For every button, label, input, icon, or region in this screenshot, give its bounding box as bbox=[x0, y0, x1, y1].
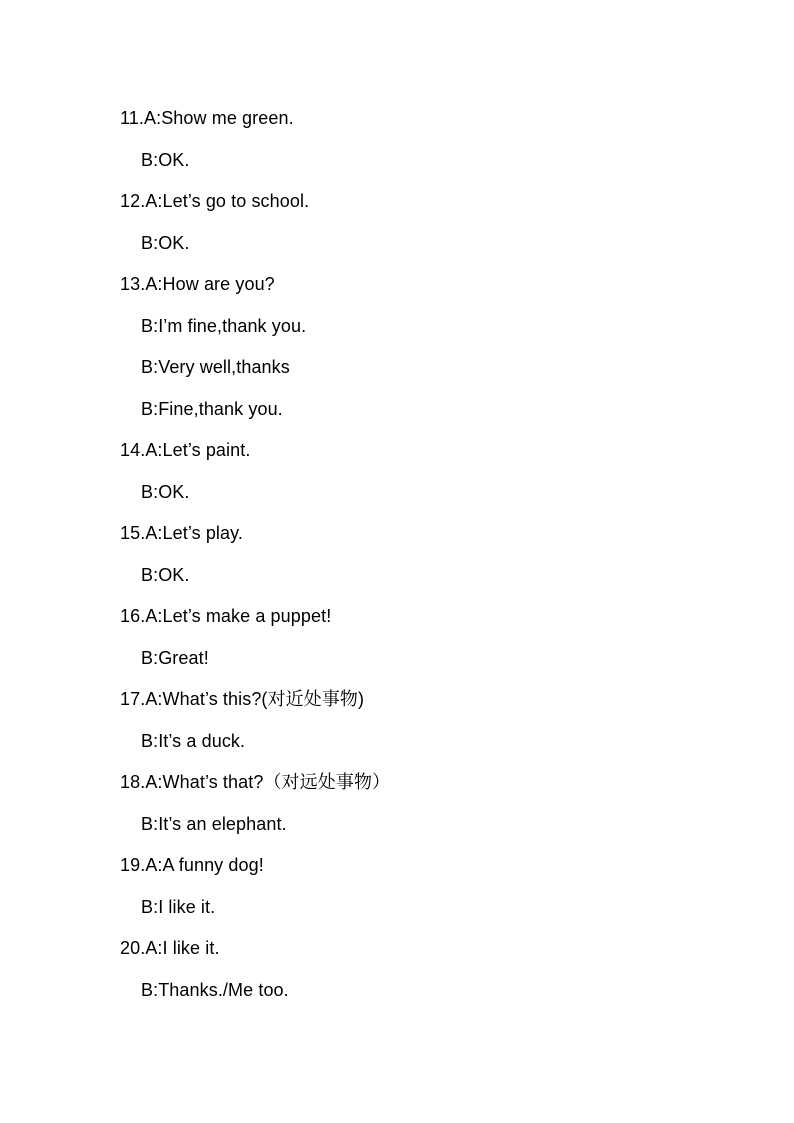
dialogue-line-18-a: 18.A:What’s that?（对远处事物） bbox=[120, 772, 391, 792]
dialogue-line-20-a: 20.A:I like it. bbox=[120, 938, 220, 958]
dialogue-line-11-a: 11.A:Show me green. bbox=[120, 108, 294, 128]
dialogue-line-12-b: B:OK. bbox=[141, 232, 190, 253]
dialogue-line-11-b: B:OK. bbox=[141, 149, 190, 170]
dialogue-line-14-b: B:OK. bbox=[141, 481, 190, 502]
dialogue-line-16-a: 16.A:Let’s make a puppet! bbox=[120, 606, 332, 626]
dialogue-line-19-b: B:I like it. bbox=[141, 896, 216, 917]
dialogue-line-12-a: 12.A:Let’s go to school. bbox=[120, 191, 310, 211]
dialogue-line-20-b: B:Thanks./Me too. bbox=[141, 979, 289, 1000]
dialogue-line-14-a: 14.A:Let’s paint. bbox=[120, 440, 251, 460]
dialogue-line-13-b3: B:Fine,thank you. bbox=[141, 398, 283, 419]
dialogue-line-16-b: B:Great! bbox=[141, 647, 209, 668]
dialogue-line-13-b1: B:I’m fine,thank you. bbox=[141, 315, 307, 336]
dialogue-line-13-a: 13.A:How are you? bbox=[120, 274, 275, 294]
dialogue-line-17-b: B:It’s a duck. bbox=[141, 730, 246, 751]
dialogue-line-19-a: 19.A:A funny dog! bbox=[120, 855, 264, 875]
dialogue-line-17-a: 17.A:What’s this?(对近处事物) bbox=[120, 689, 365, 709]
dialogue-line-15-a: 15.A:Let’s play. bbox=[120, 523, 244, 543]
dialogue-line-15-b: B:OK. bbox=[141, 564, 190, 585]
dialogue-line-18-b: B:It’s an elephant. bbox=[141, 813, 287, 834]
dialogue-list bbox=[0, 106, 794, 1019]
dialogue-line-13-b2: B:Very well,thanks bbox=[141, 357, 290, 377]
